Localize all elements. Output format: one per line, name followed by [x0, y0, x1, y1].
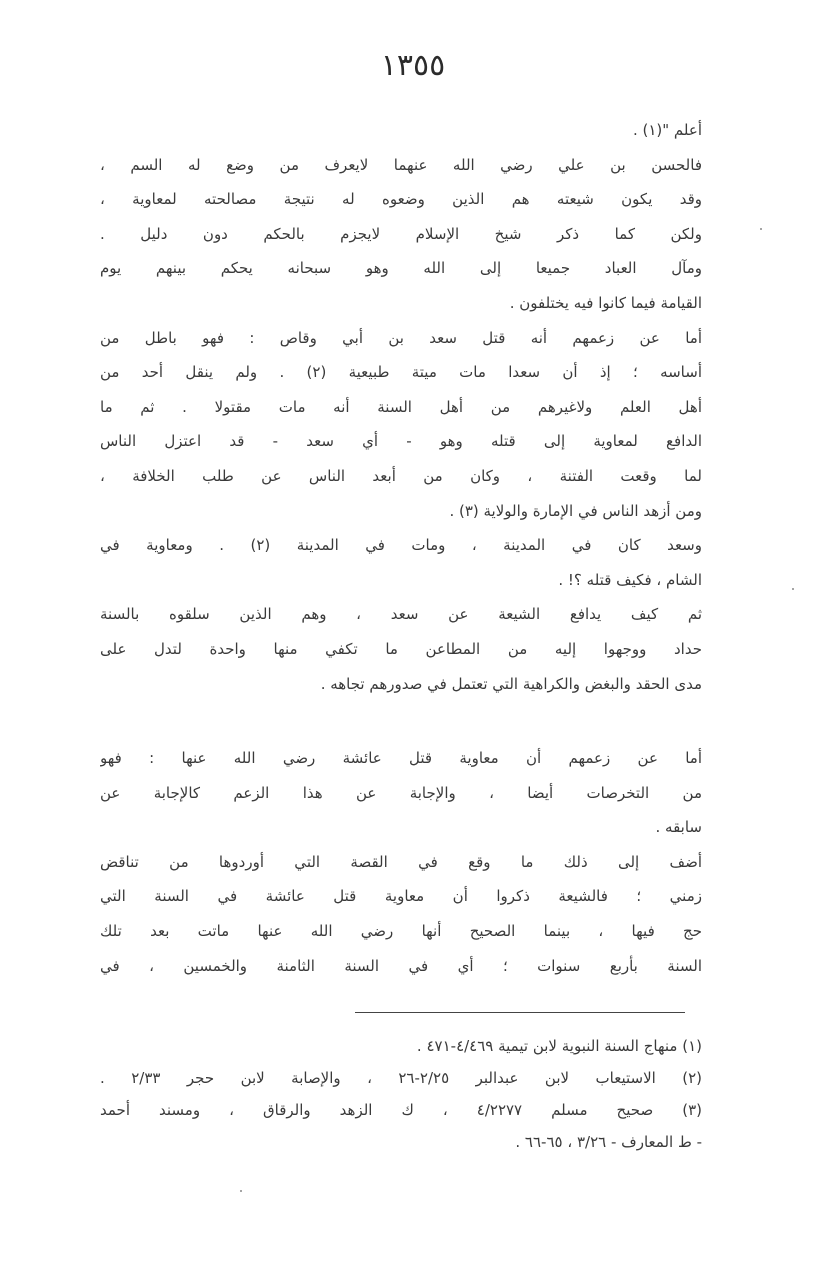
text-line: القيامة فيما كانوا فيه يختلفون . [509, 293, 702, 312]
text-line: ومن أزهد الناس في الإمارة والولاية (٣) . [449, 501, 702, 520]
text-line: ثم كيف يدافع الشيعة عن سعد ، وهم الذين سلقوه بالسنة [100, 605, 702, 624]
paragraph [100, 113, 702, 148]
text-line: أضف إلى ذلك ما وقع في القصة التي أوردوها من تناقض [100, 852, 702, 871]
text-line: وسعد كان في المدينة ، ومات في المدينة (٢) . ومعاوية في [100, 536, 702, 555]
page-number: ١٣٥٥ [380, 48, 446, 83]
text-line: حداد ووجهوا إليه من المطاعن ما تكفي منها واحدة لتدل على [100, 639, 702, 658]
footnote: - ط المعارف - ٣/٢٦ ، ٦٥-٦٦ . [515, 1133, 702, 1151]
paragraph-gap [100, 701, 702, 741]
text-line: ولكن كما ذكر شيخ الإسلام لايجزم بالحكم دون دليل . [100, 224, 702, 243]
scan-speck [240, 1190, 242, 1192]
text-line: فالحسن بن علي رضي الله عنهما لايعرف من وضع له السم ، [100, 155, 702, 174]
paragraph [100, 148, 702, 321]
text-line: السنة بأربع سنوات ؛ أي في السنة الثامنة والخمسين ، في [100, 956, 702, 975]
scan-speck [792, 588, 794, 590]
paragraph [100, 321, 702, 529]
paragraph [100, 741, 702, 845]
scan-speck [760, 228, 762, 230]
paragraph [100, 845, 702, 983]
text-line: سابقه . [655, 818, 702, 837]
text-line: من التخرصات أيضا ، والإجابة عن هذا الزعم كالإجابة عن [100, 783, 702, 802]
text-line: أساسه ؛ إذ أن سعدا مات ميتة طبيعية (٢) . ولم ينقل أحد من [100, 363, 702, 382]
text-line: ومآل العباد جميعا إلى الله وهو سبحانه يحكم بينهم يوم [100, 259, 702, 278]
text-line: حج فيها ، بينما الصحيح أنها رضي الله عنها ماتت بعد تلك [100, 922, 702, 941]
text-line: لما وقعت الفتنة ، وكان من أبعد الناس عن طلب الخلافة ، [100, 466, 702, 485]
paragraph [100, 597, 702, 701]
text-line: الشام ، فكيف قتله ؟! . [558, 570, 702, 589]
text-line: أهل العلم ولاغيرهم من أهل السنة أنه مات مقتولا . ثم ما [100, 397, 702, 416]
footnote-separator [355, 1012, 685, 1013]
text-line: أعلم "(١) . [632, 121, 702, 139]
text-line: أما عن زعمهم أنه قتل سعد بن أبي وقاص : فهو باطل من [100, 328, 702, 347]
footnotes [100, 1030, 702, 1158]
text-line: زمني ؛ فالشيعة ذكروا أن معاوية قتل عائشة في السنة التي [100, 887, 702, 906]
text-line: وقد يكون شيعته هم الذين وضعوه له نتيجة مصالحته لمعاوية ، [100, 190, 702, 209]
text-line: أما عن زعمهم أن معاوية قتل عائشة رضي الله عنها : فهو [100, 749, 702, 768]
footnote: (٢) الاستيعاب لابن عبدالبر ٢/٢٥-٢٦ ، والإصابة لابن حجر ٢/٣٣ . [100, 1069, 702, 1087]
footnote: (٣) صحيح مسلم ٤/٢٢٧٧ ، ك الزهد والرقاق ، ومسند أحمد [100, 1101, 702, 1119]
text-line: الدافع لمعاوية إلى قتله وهو - أي سعد - قد اعتزل الناس [100, 432, 702, 451]
footnote: (١) منهاج السنة النبوية لابن تيمية ٤/٤٦٩-٤٧١ . [416, 1037, 702, 1055]
body-text [100, 113, 702, 983]
paragraph [100, 528, 702, 597]
text-line: مدى الحقد والبغض والكراهية التي تعتمل في صدورهم تجاهه . [320, 674, 702, 693]
